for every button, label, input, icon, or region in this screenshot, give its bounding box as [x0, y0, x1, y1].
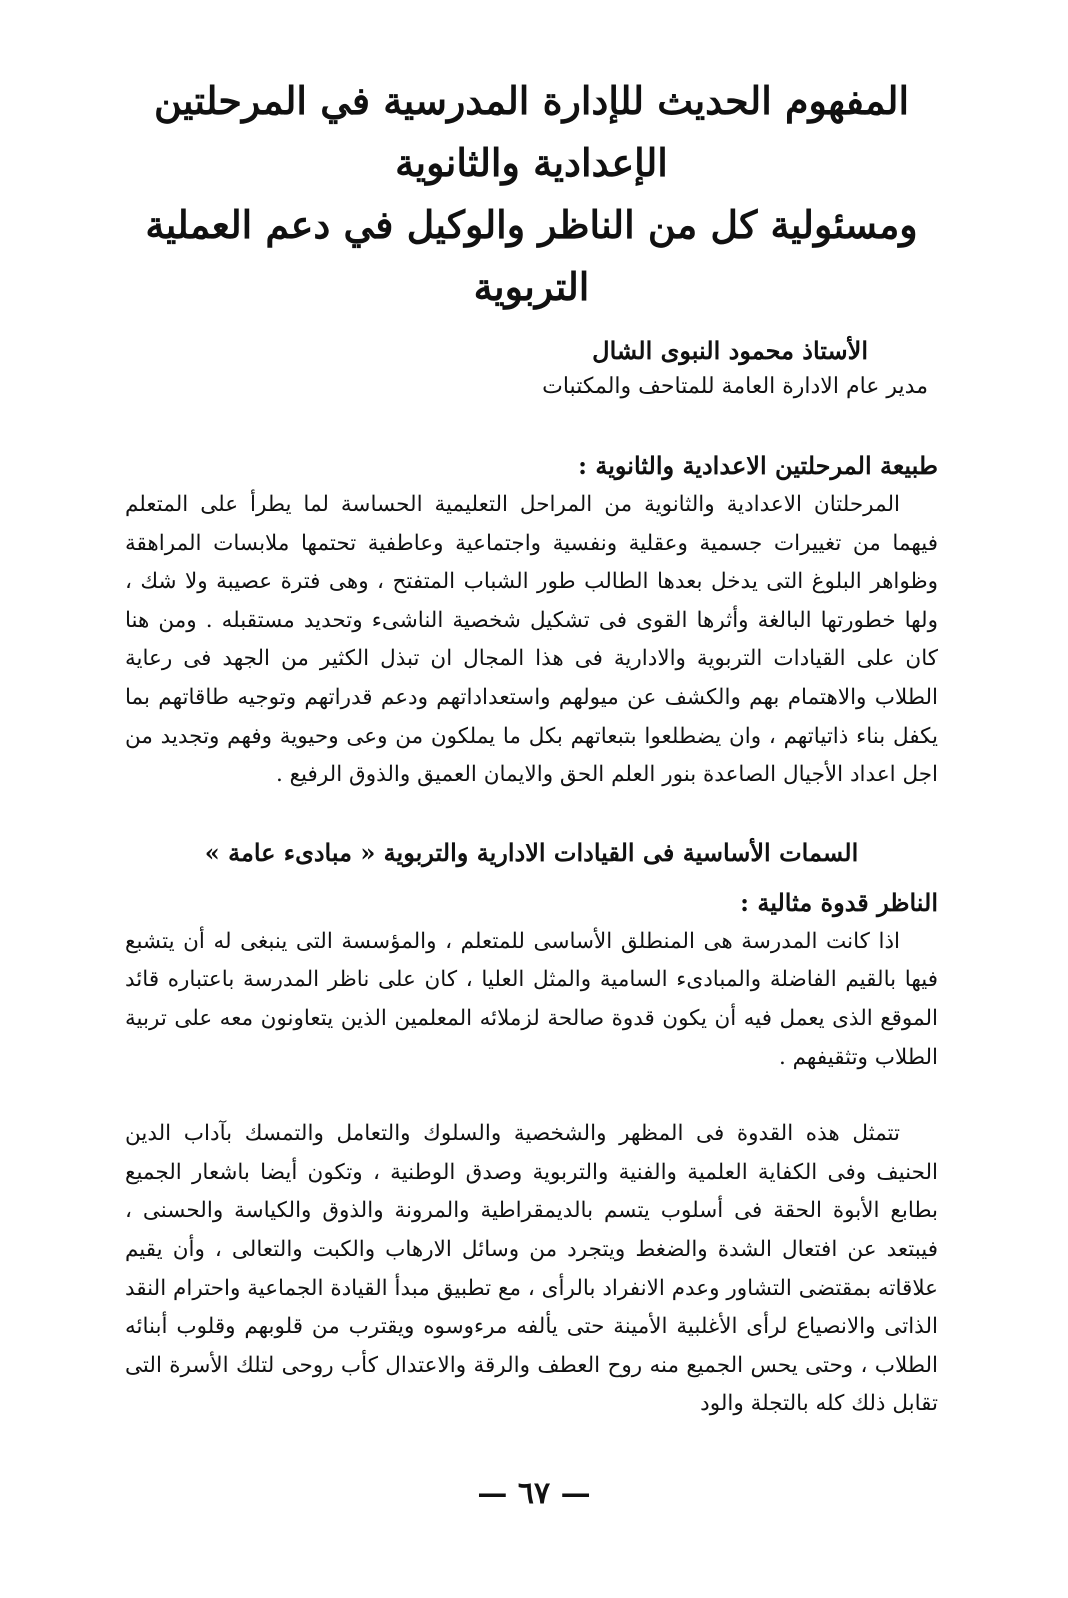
- page-number: [0, 1476, 1068, 1511]
- section-heading-traits: السمات الأساسية فى القيادات الادارية والتربوية « مبادىء عامة »: [204, 837, 859, 867]
- author-role: مدير عام الادارة العامة للمتاحف والمكتبات: [542, 374, 928, 399]
- section-heading-principal: الناظر قدوة مثالية :: [740, 887, 938, 917]
- paragraph-principal-2: تتمثل هذه القدوة فى المظهر والشخصية والسلوك والتعامل والتمسك بآداب الدين الحنيف وفى الكفاية العلمية والفنية والتربوية وصدق الوطنية ، وتكون أيضا باشعار الجميع بطابع الأبوة الحقة فى أسلوب يتسم بالديمقراطية والمرونة والذوق والكياسة والحسنى ، فيبتعد عن افتعال الشدة والضغط ويتجرد من وسائل الارهاب والكبت والتعالى ، وأن يقيم علاقاته بمقتضى التشاور وعدم الانفراد بالرأى ، مع تطبيق مبدأ القيادة الجماعية واحترام النقد الذاتى والانصياع لرأى الأغلبية الأمينة حتى يألفه مرءوسوه ويقترب من قلوبهم وقلوب أبنائه الطلاب ، وحتى يحس الجميع منه روح العطف والرقة والاعتدال كأب روحى لتلك الأسرة التى تقابل ذلك كله بالتجلة والود: [125, 1121, 938, 1417]
- title-line-2: ومسئولية كل من الناظر والوكيل في دعم العملية التربوية: [145, 202, 918, 309]
- title-line-1: المفهوم الحديث للإدارة المدرسية في المرحلتين الإعدادية والثانوية: [153, 78, 910, 185]
- paragraph-principal-1: اذا كانت المدرسة هى المنطلق الأساسى للمتعلم ، والمؤسسة التى ينبغى له أن يتشبع فيها بالقيم الفاضلة والمبادىء السامية والمثل العليا ، كان على ناظر المدرسة باعتباره قائد الموقع الذى يعمل فيه أن يكون قدوة صالحة لزملائه المعلمين الذين يتعاونون معه على تربية الطلاب وتثقيفهم .: [125, 928, 938, 1070]
- author-name: الأستاذ محمود النبوى الشال: [592, 336, 868, 365]
- page-number-dash-right: —: [560, 1476, 591, 1511]
- page-number-value: ٦٧: [517, 1476, 551, 1511]
- article-title: [125, 70, 938, 318]
- page-number-dash-left: —: [477, 1476, 508, 1511]
- section-heading-nature: طبيعة المرحلتين الاعدادية والثانوية :: [578, 451, 938, 480]
- paragraph-nature: المرحلتان الاعدادية والثانوية من المراحل التعليمية الحساسة لما يطرأ على المتعلم فيهما من تغييرات جسمية وعقلية ونفسية واجتماعية وعاطفية تحتمها ملابسات المراهقة وظواهر البلوغ التى يدخل بعدها الطالب طور الشباب المتفتح ، وهى فترة عصيبة ولا شك ، ولها خطورتها البالغة وأثرها القوى فى تشكيل شخصية الناشىء وتحديد مستقبله . ومن هنا كان على القيادات التربوية والادارية فى هذا المجال ان تبذل الكثير من الجهد فى رعاية الطلاب والاهتمام بهم والكشف عن ميولهم واستعداداتهم ودعم قدراتهم وتوجيه طاقاتهم بما يكفل بناء ذاتياتهم ، وان يضطلعوا بتبعاتهم بكل ما يملكون من وعى وحيوية وفهم وتجديد من اجل اعداد الأجيال الصاعدة بنور العلم الحق والايمان العميق والذوق الرفيع .: [125, 492, 938, 788]
